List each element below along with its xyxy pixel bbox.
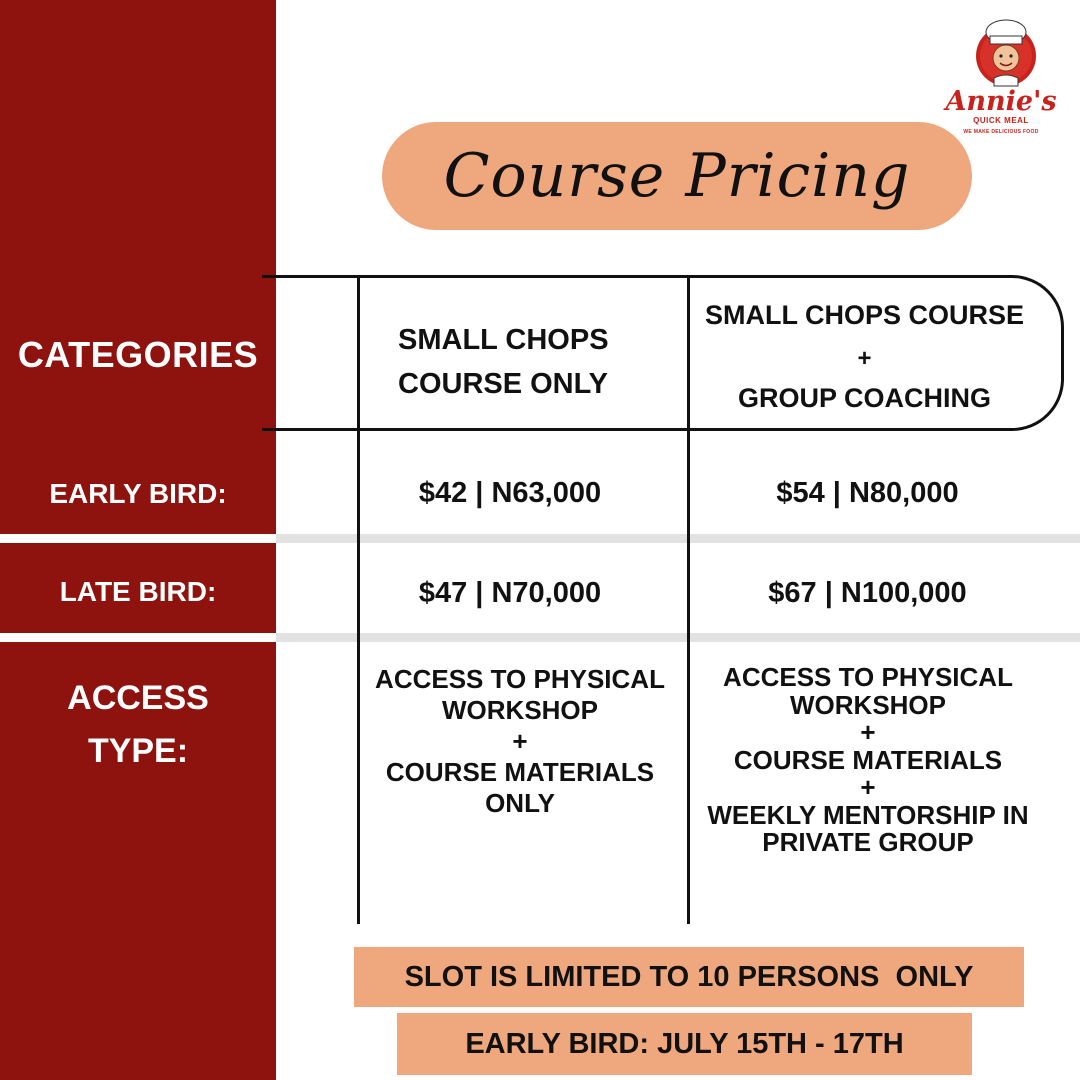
plan-2-access-line: COURSE MATERIALS	[733, 744, 1003, 775]
plan-2-access	[690, 664, 1046, 857]
plan-1-name-line: SMALL CHOPS	[398, 324, 609, 356]
row-divider	[276, 534, 1080, 543]
plan-1-late-bird-price: $47 | N70,000	[418, 577, 602, 609]
plan-1-access-line: ONLY	[485, 788, 555, 818]
brand-tagline: WE MAKE DELICIOUS FOOD	[963, 129, 1039, 135]
access-type-label-line: TYPE:	[87, 732, 189, 770]
plan-1-access-line: ACCESS TO PHYSICAL	[375, 664, 665, 694]
title-banner	[382, 122, 972, 230]
plan-2-name-line: +	[857, 345, 872, 372]
plan-1-access-line: WORKSHOP	[442, 695, 598, 725]
plan-1-early-bird-price: $42 | N63,000	[418, 477, 602, 509]
early-bird-label: EARLY BIRD:	[49, 478, 227, 509]
plan-1-name-line: COURSE ONLY	[398, 368, 609, 400]
row-divider	[0, 633, 276, 642]
plan-2-early-bird-price: $54 | N80,000	[776, 477, 959, 509]
plan-2-access-line: +	[860, 772, 876, 802]
plan-2-access-line: WEEKLY MENTORSHIP IN	[707, 799, 1029, 830]
plan-1-access-line: COURSE MATERIALS	[385, 757, 655, 787]
page-title: Course Pricing	[443, 141, 911, 211]
plan-2-access-line: +	[860, 717, 876, 747]
plan-2-name-line: SMALL CHOPS COURSE	[704, 300, 1025, 330]
slot-limit-text: SLOT IS LIMITED TO 10 PERSONS ONLY	[404, 960, 974, 993]
plan-1-name	[362, 318, 660, 406]
plan-2-access-line: ACCESS TO PHYSICAL	[723, 662, 1013, 692]
access-type-label	[0, 672, 276, 778]
row-divider	[0, 534, 276, 543]
early-bird-dates-banner	[397, 1013, 972, 1075]
plan-2-access-line: PRIVATE GROUP	[762, 827, 974, 857]
late-bird-label: LATE BIRD:	[59, 576, 217, 607]
slot-limit-banner	[354, 947, 1024, 1007]
access-type-label-line: ACCESS	[67, 679, 209, 717]
plan-2-access-line: WORKSHOP	[790, 689, 946, 720]
brand-name: Annie's	[945, 86, 1057, 117]
categories-label: CATEGORIES	[17, 334, 259, 375]
early-bird-dates-text: EARLY BIRD: JULY 15TH - 17TH	[465, 1027, 904, 1060]
brand-logo	[936, 12, 1066, 137]
row-divider	[276, 633, 1080, 642]
brand-subtitle: QUICK MEAL	[973, 116, 1029, 125]
plan-2-name-line: GROUP COACHING	[737, 383, 992, 413]
plan-1-access-line: +	[512, 726, 528, 756]
plan-1-access	[362, 664, 678, 819]
chef-icon	[936, 12, 1066, 92]
plan-2-late-bird-price: $67 | N100,000	[768, 577, 967, 609]
